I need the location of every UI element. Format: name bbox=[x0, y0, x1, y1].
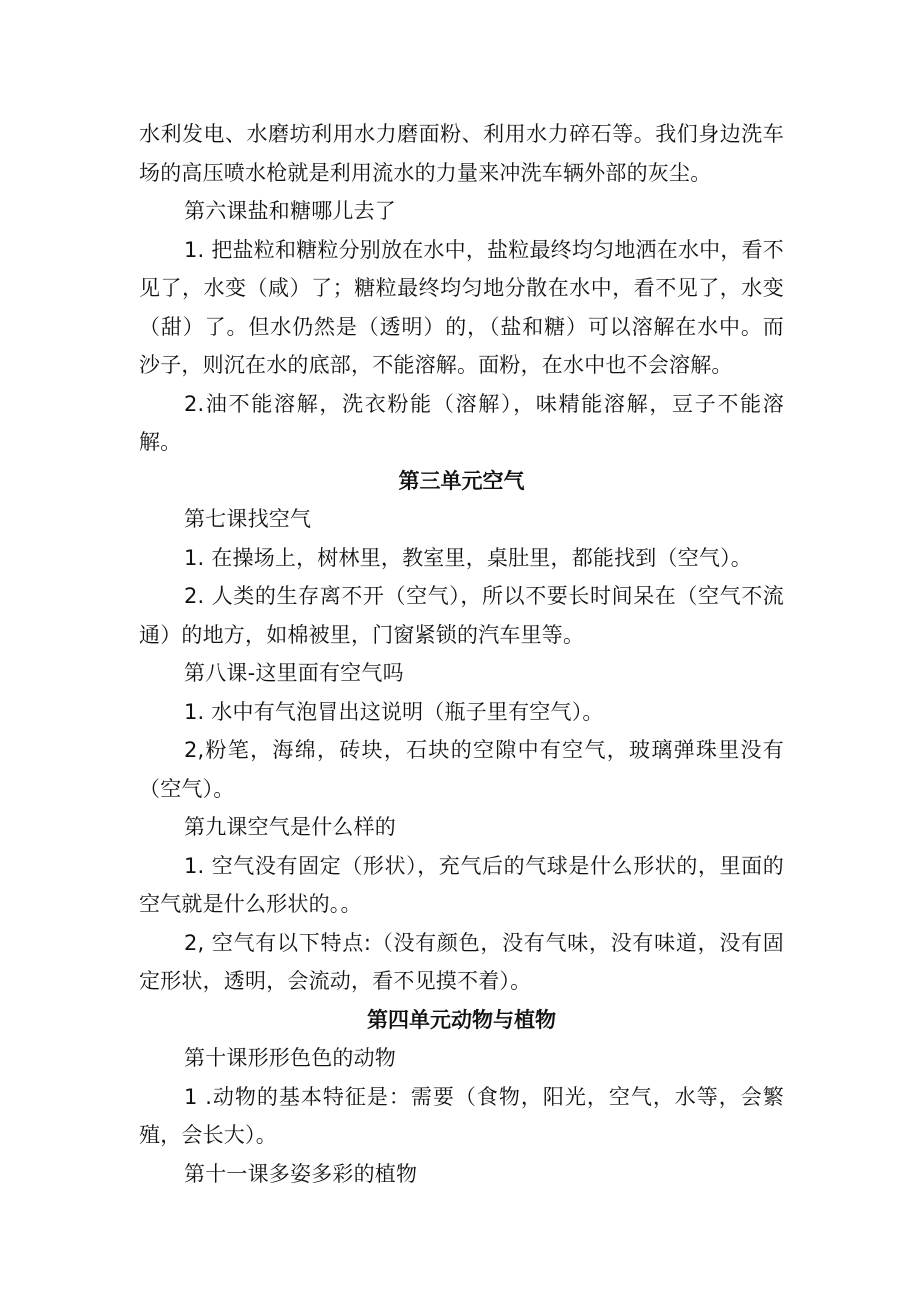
lesson-6-item-2: 2.油不能溶解，洗衣粉能（溶解），味精能溶解，豆子不能溶解。 bbox=[139, 391, 784, 454]
lesson-8-title: 第八课-这里面有空气吗 bbox=[184, 661, 404, 685]
lesson-11-title: 第十一课多姿多彩的植物 bbox=[184, 1161, 418, 1186]
lesson-10-title: 第十课形形色色的动物 bbox=[184, 1046, 396, 1070]
lesson-6-item-1: 1. 把盐粒和糖粒分别放在水中，盐粒最终均匀地洒在水中，看不见了，水变（咸）了；糖粒最终均匀地分散在水中，看不见了，水变（甜）了。但水仍然是（透明）的，（盐和糖）可以溶解在水中。而沙子，则沉在水的底部，不能溶解。面粉，在水中也不会溶解。 bbox=[139, 237, 784, 377]
document-body bbox=[139, 115, 784, 1193]
lesson-7-item-1: 1. 在操场上，树林里，教室里，桌肚里，都能找到（空气）。 bbox=[184, 545, 753, 570]
unit-3-heading: 第三单元空气 bbox=[398, 468, 525, 493]
lesson-7-item-2: 2. 人类的生存离不开（空气），所以不要长时间呆在（空气不流通）的地方，如棉被里，门窗紧锁的汽车里等。 bbox=[139, 584, 784, 647]
lesson-9-title: 第九课空气是什么样的 bbox=[184, 815, 396, 839]
lesson-10-item-1: 1 .动物的基本特征是：需要（食物，阳光，空气，水等，会繁殖，会长大）。 bbox=[139, 1084, 784, 1147]
lesson-9-item-1: 1. 空气没有固定（形状），充气后的气球是什么形状的，里面的空气就是什么形状的。。 bbox=[139, 853, 784, 916]
lesson-6-title: 第六课盐和糖哪儿去了 bbox=[184, 199, 396, 223]
lesson-7-title: 第七课找空气 bbox=[184, 507, 312, 531]
paragraph-water-power: 水利发电、水磨坊利用水力磨面粉、利用水力碎石等。我们身边洗车场的高压喷水枪就是利用流水的力量来冲洗车辆外部的灰尘。 bbox=[139, 122, 784, 185]
unit-4-heading: 第四单元动物与植物 bbox=[367, 1007, 556, 1032]
lesson-9-item-2: 2, 空气有以下特点:（没有颜色，没有气味，没有味道，没有固定形状，透明，会流动，看不见摸不着）。 bbox=[139, 930, 784, 993]
lesson-8-item-2: 2,粉笔，海绵，砖块，石块的空隙中有空气，玻璃弹珠里没有（空气）。 bbox=[139, 738, 784, 801]
lesson-8-item-1: 1. 水中有气泡冒出这说明（瓶子里有空气）。 bbox=[184, 699, 604, 724]
